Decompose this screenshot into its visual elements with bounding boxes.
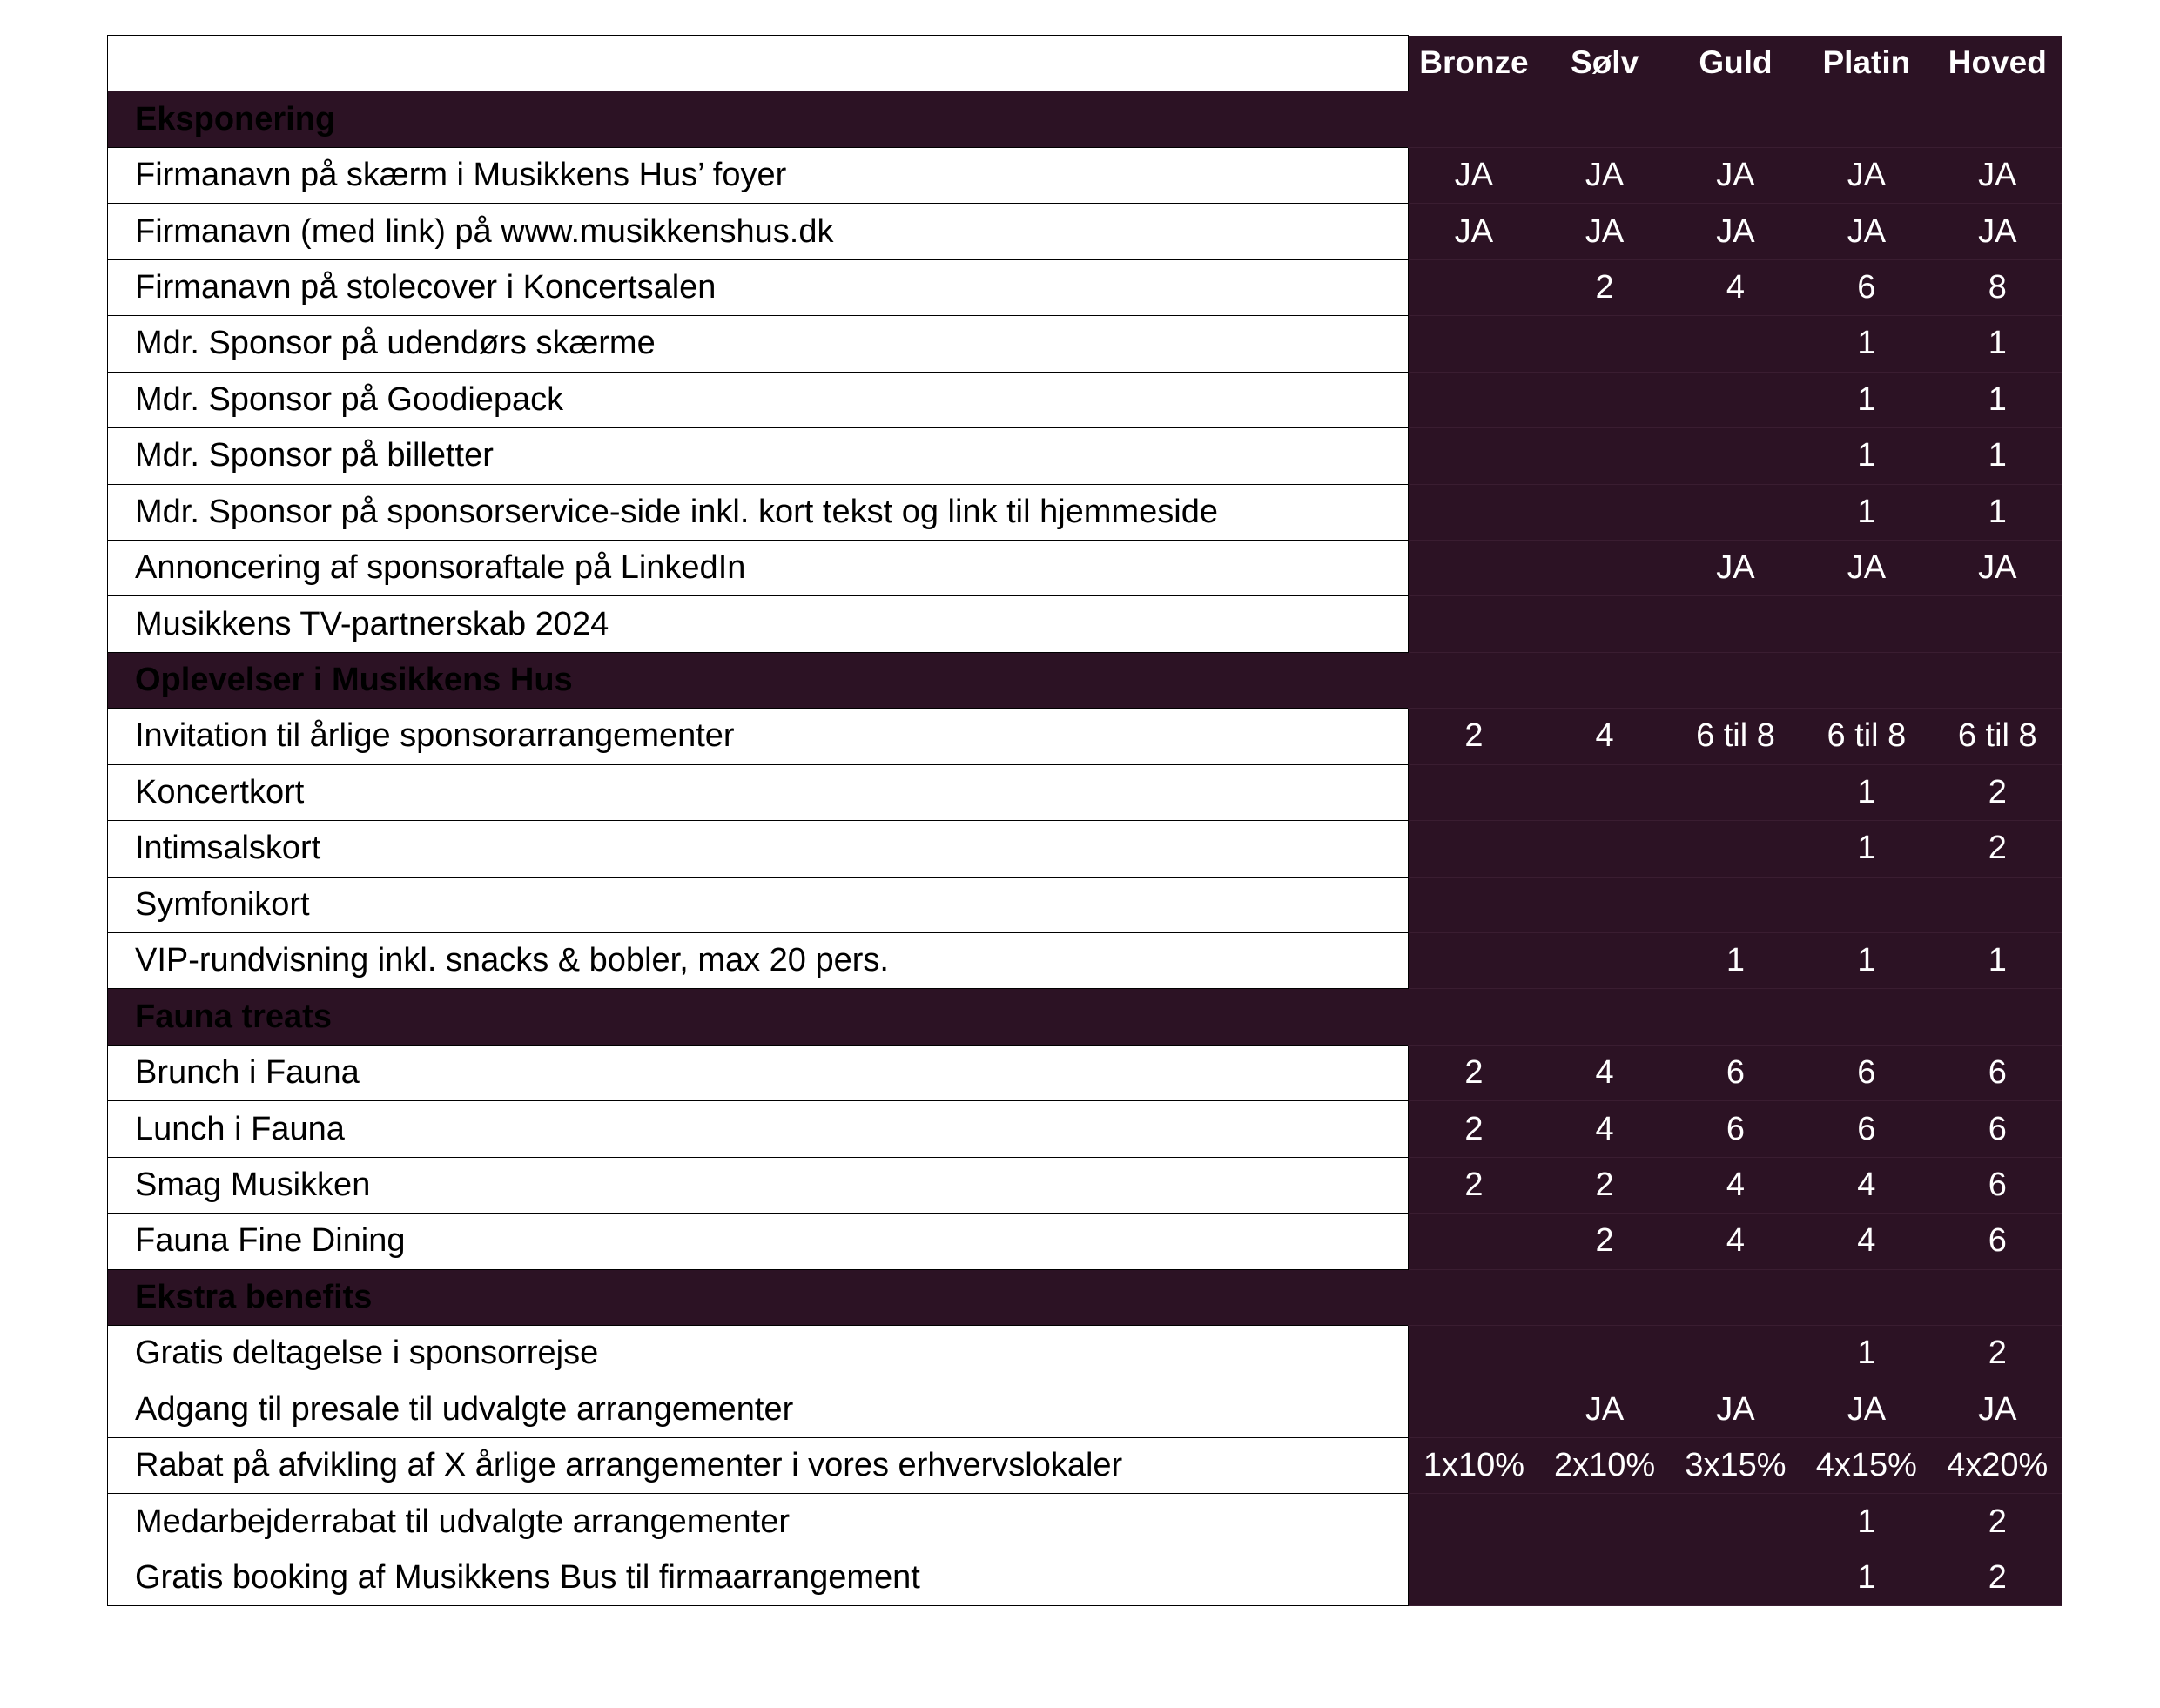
benefit-value-cell: 2 [1409, 1157, 1539, 1213]
table-row [108, 764, 2063, 820]
benefit-value-cell: 4 [1539, 1045, 1670, 1100]
table-row [108, 1550, 2063, 1605]
benefit-value-cell [1670, 596, 1800, 652]
tier-header-bronze: Bronze [1409, 36, 1539, 91]
section-fill-cell [1539, 91, 1670, 147]
benefit-value-cell: 4 [1539, 709, 1670, 764]
benefit-value-cell: 4 [1670, 1214, 1800, 1269]
table-row [108, 1045, 2063, 1100]
benefit-value-cell: 2 [1932, 1326, 2062, 1382]
benefit-label: Firmanavn på stolecover i Koncertsalen [108, 259, 1409, 315]
benefit-value-cell [1409, 1494, 1539, 1550]
section-fill-cell [1539, 1269, 1670, 1325]
benefit-value-cell [1539, 316, 1670, 372]
table-row [108, 933, 2063, 989]
benefit-value-cell: 2 [1409, 1045, 1539, 1100]
benefit-value-cell [1932, 596, 2062, 652]
benefit-value-cell [1539, 484, 1670, 540]
table-row [108, 428, 2063, 484]
benefit-value-cell: JA [1932, 1382, 2062, 1437]
benefit-label: Gratis deltagelse i sponsorrejse [108, 1326, 1409, 1382]
benefit-value-cell: JA [1670, 1382, 1800, 1437]
benefit-value-cell [1670, 1326, 1800, 1382]
benefit-value-cell: 1 [1801, 821, 1932, 877]
benefit-value-cell: 1 [1801, 764, 1932, 820]
benefit-value-cell: 1 [1932, 372, 2062, 427]
benefit-label: Firmanavn på skærm i Musikkens Hus’ foyer [108, 147, 1409, 203]
benefit-value-cell [1539, 1550, 1670, 1605]
benefit-label: Invitation til årlige sponsorarrangementer [108, 709, 1409, 764]
tier-header-hoved: Hoved [1932, 36, 2062, 91]
benefit-value-cell: 4x15% [1801, 1437, 1932, 1493]
section-title: Ekstra benefits [108, 1269, 1409, 1325]
benefit-value-cell [1409, 540, 1539, 595]
benefit-value-cell: 1 [1932, 428, 2062, 484]
benefit-value-cell: 6 [1670, 1101, 1800, 1157]
tier-header-row [108, 36, 2063, 91]
section-title: Oplevelser i Musikkens Hus [108, 652, 1409, 708]
benefit-value-cell [1539, 1494, 1670, 1550]
table-row [108, 1157, 2063, 1213]
benefit-value-cell: 4 [1670, 259, 1800, 315]
benefit-value-cell [1409, 316, 1539, 372]
benefit-value-cell: JA [1539, 1382, 1670, 1437]
benefit-value-cell: 2 [1409, 709, 1539, 764]
benefit-value-cell [1670, 316, 1800, 372]
section-fill-cell [1801, 652, 1932, 708]
benefit-value-cell: 4 [1801, 1214, 1932, 1269]
section-fill-cell [1801, 1269, 1932, 1325]
benefit-label: Adgang til presale til udvalgte arrangementer [108, 1382, 1409, 1437]
benefit-label: Musikkens TV-partnerskab 2024 [108, 596, 1409, 652]
benefit-value-cell [1932, 877, 2062, 932]
benefit-value-cell: JA [1801, 540, 1932, 595]
benefit-value-cell [1539, 821, 1670, 877]
benefit-value-cell [1539, 428, 1670, 484]
benefit-value-cell: 6 [1932, 1157, 2062, 1213]
section-fill-cell [1932, 1269, 2062, 1325]
section-row [108, 91, 2063, 147]
section-fill-cell [1670, 1269, 1800, 1325]
benefit-value-cell [1409, 1382, 1539, 1437]
benefit-value-cell: JA [1670, 540, 1800, 595]
section-title: Fauna treats [108, 989, 1409, 1045]
benefit-value-cell: 6 [1932, 1214, 2062, 1269]
benefit-value-cell: 3x15% [1670, 1437, 1800, 1493]
table-row [108, 1326, 2063, 1382]
benefit-value-cell [1539, 877, 1670, 932]
benefit-value-cell [1801, 596, 1932, 652]
benefit-value-cell: 1 [1801, 372, 1932, 427]
section-fill-cell [1670, 989, 1800, 1045]
benefit-value-cell: JA [1539, 204, 1670, 259]
section-fill-cell [1409, 652, 1539, 708]
benefit-value-cell: 2 [1539, 259, 1670, 315]
benefit-value-cell: JA [1670, 147, 1800, 203]
benefit-value-cell: 1 [1801, 484, 1932, 540]
benefit-value-cell [1409, 596, 1539, 652]
benefit-value-cell: 6 [1670, 1045, 1800, 1100]
benefit-label: Mdr. Sponsor på billetter [108, 428, 1409, 484]
benefit-value-cell [1539, 596, 1670, 652]
benefit-value-cell: 1x10% [1409, 1437, 1539, 1493]
benefit-label: Fauna Fine Dining [108, 1214, 1409, 1269]
benefit-label: Lunch i Fauna [108, 1101, 1409, 1157]
benefit-value-cell [1409, 484, 1539, 540]
benefit-value-cell: 1 [1932, 933, 2062, 989]
benefit-value-cell: 6 til 8 [1932, 709, 2062, 764]
table-row [108, 709, 2063, 764]
table-row [108, 1494, 2063, 1550]
benefit-value-cell [1409, 1214, 1539, 1269]
benefit-label: Mdr. Sponsor på udendørs skærme [108, 316, 1409, 372]
benefit-label: Smag Musikken [108, 1157, 1409, 1213]
sponsor-benefits-table [107, 35, 2062, 1606]
benefit-label: VIP-rundvisning inkl. snacks & bobler, max 20 pers. [108, 933, 1409, 989]
benefit-value-cell: 1 [1932, 316, 2062, 372]
benefit-value-cell [1409, 764, 1539, 820]
table-row [108, 204, 2063, 259]
benefit-value-cell: 2 [1932, 764, 2062, 820]
benefit-value-cell: JA [1932, 204, 2062, 259]
benefit-label: Mdr. Sponsor på Goodiepack [108, 372, 1409, 427]
table-row [108, 1101, 2063, 1157]
benefit-value-cell: 1 [1801, 316, 1932, 372]
table-row [108, 259, 2063, 315]
benefit-value-cell: 1 [1932, 484, 2062, 540]
table-row [108, 372, 2063, 427]
section-fill-cell [1409, 91, 1539, 147]
benefit-value-cell: 2 [1409, 1101, 1539, 1157]
benefit-value-cell: 6 [1932, 1101, 2062, 1157]
benefit-value-cell [1670, 764, 1800, 820]
benefit-value-cell [1801, 877, 1932, 932]
benefit-label: Mdr. Sponsor på sponsorservice-side inkl. kort tekst og link til hjemmeside [108, 484, 1409, 540]
benefit-value-cell: 4 [1670, 1157, 1800, 1213]
table-row [108, 540, 2063, 595]
table-row [108, 1214, 2063, 1269]
table-body [108, 91, 2063, 1606]
benefit-value-cell: 2x10% [1539, 1437, 1670, 1493]
benefit-label: Intimsalskort [108, 821, 1409, 877]
section-fill-cell [1409, 989, 1539, 1045]
benefit-value-cell: 2 [1932, 821, 2062, 877]
benefit-value-cell [1539, 540, 1670, 595]
benefit-value-cell [1670, 1550, 1800, 1605]
table-row [108, 316, 2063, 372]
table-row [108, 596, 2063, 652]
section-fill-cell [1932, 652, 2062, 708]
benefit-value-cell [1670, 372, 1800, 427]
benefit-value-cell [1670, 484, 1800, 540]
benefit-value-cell: 1 [1801, 1550, 1932, 1605]
benefit-label: Koncertkort [108, 764, 1409, 820]
section-fill-cell [1670, 652, 1800, 708]
benefit-value-cell [1409, 933, 1539, 989]
benefit-value-cell: 8 [1932, 259, 2062, 315]
benefit-value-cell: 1 [1801, 1326, 1932, 1382]
benefit-value-cell: JA [1932, 147, 2062, 203]
benefit-label: Brunch i Fauna [108, 1045, 1409, 1100]
benefit-value-cell [1409, 428, 1539, 484]
tier-header-guld: Guld [1670, 36, 1800, 91]
benefit-value-cell: JA [1801, 204, 1932, 259]
benefit-value-cell: 4x20% [1932, 1437, 2062, 1493]
header-corner-cell [108, 36, 1409, 91]
benefit-label: Medarbejderrabat til udvalgte arrangementer [108, 1494, 1409, 1550]
benefit-label: Firmanavn (med link) på www.musikkenshus.dk [108, 204, 1409, 259]
benefit-value-cell [1670, 877, 1800, 932]
section-row [108, 652, 2063, 708]
benefit-value-cell: 2 [1932, 1494, 2062, 1550]
benefit-value-cell [1409, 1326, 1539, 1382]
benefit-value-cell [1670, 1494, 1800, 1550]
section-fill-cell [1801, 91, 1932, 147]
benefit-label: Symfonikort [108, 877, 1409, 932]
benefit-value-cell [1409, 821, 1539, 877]
benefit-value-cell [1409, 259, 1539, 315]
table-row [108, 1382, 2063, 1437]
benefit-value-cell: JA [1539, 147, 1670, 203]
section-row [108, 1269, 2063, 1325]
benefit-value-cell: 6 [1801, 259, 1932, 315]
table-row [108, 484, 2063, 540]
benefit-value-cell: JA [1801, 147, 1932, 203]
section-fill-cell [1801, 989, 1932, 1045]
benefit-value-cell: JA [1409, 147, 1539, 203]
benefit-value-cell [1539, 764, 1670, 820]
benefit-value-cell: 6 [1801, 1101, 1932, 1157]
benefit-value-cell: 6 til 8 [1670, 709, 1800, 764]
benefit-value-cell [1539, 372, 1670, 427]
benefit-label: Gratis booking af Musikkens Bus til firmaarrangement [108, 1550, 1409, 1605]
benefit-value-cell: 1 [1801, 933, 1932, 989]
benefit-value-cell: 4 [1801, 1157, 1932, 1213]
benefit-value-cell: 4 [1539, 1101, 1670, 1157]
section-fill-cell [1539, 652, 1670, 708]
table-row [108, 1437, 2063, 1493]
benefit-value-cell: 2 [1539, 1214, 1670, 1269]
section-fill-cell [1932, 989, 2062, 1045]
benefit-value-cell [1409, 1550, 1539, 1605]
benefit-value-cell: 1 [1670, 933, 1800, 989]
benefit-value-cell: 1 [1801, 1494, 1932, 1550]
section-fill-cell [1670, 91, 1800, 147]
benefit-value-cell: 2 [1539, 1157, 1670, 1213]
benefit-value-cell [1409, 877, 1539, 932]
benefit-value-cell: JA [1409, 204, 1539, 259]
section-fill-cell [1932, 91, 2062, 147]
benefit-value-cell: 6 til 8 [1801, 709, 1932, 764]
section-title: Eksponering [108, 91, 1409, 147]
benefit-value-cell: JA [1801, 1382, 1932, 1437]
table-row [108, 147, 2063, 203]
benefit-value-cell [1670, 428, 1800, 484]
benefit-value-cell: 2 [1932, 1550, 2062, 1605]
table-row [108, 821, 2063, 877]
section-fill-cell [1539, 989, 1670, 1045]
benefit-value-cell [1539, 1326, 1670, 1382]
benefit-label: Annoncering af sponsoraftale på LinkedIn [108, 540, 1409, 595]
benefit-value-cell: 6 [1932, 1045, 2062, 1100]
benefit-value-cell: 1 [1801, 428, 1932, 484]
benefit-value-cell [1670, 821, 1800, 877]
benefit-value-cell: JA [1670, 204, 1800, 259]
benefit-value-cell: JA [1932, 540, 2062, 595]
benefit-value-cell: 6 [1801, 1045, 1932, 1100]
table-row [108, 877, 2063, 932]
section-row [108, 989, 2063, 1045]
benefit-value-cell [1539, 933, 1670, 989]
section-fill-cell [1409, 1269, 1539, 1325]
benefit-label: Rabat på afvikling af X årlige arrangementer i vores erhvervslokaler [108, 1437, 1409, 1493]
tier-header-platin: Platin [1801, 36, 1932, 91]
tier-header-solv: Sølv [1539, 36, 1670, 91]
benefit-value-cell [1409, 372, 1539, 427]
